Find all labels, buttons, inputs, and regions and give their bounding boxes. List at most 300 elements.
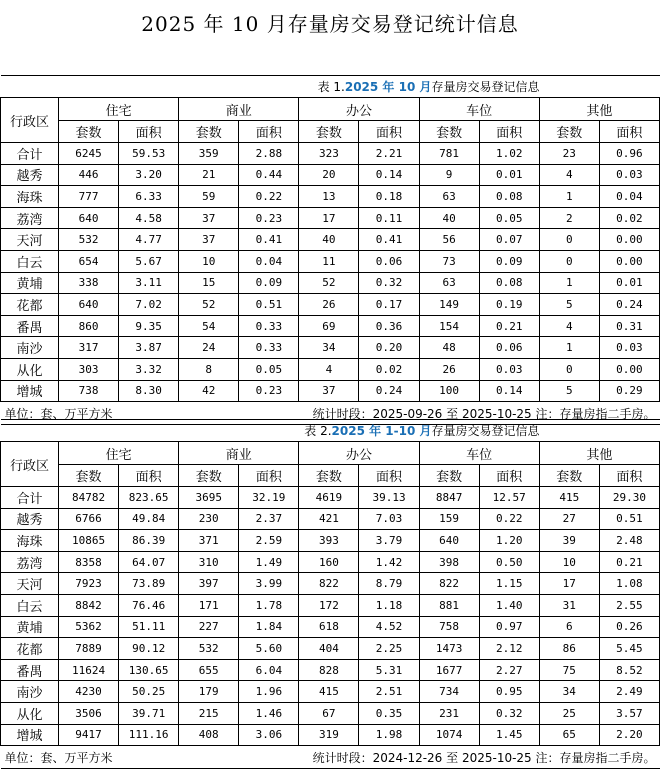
header-sub: 面积	[239, 465, 299, 487]
cell-value: 1.45	[479, 724, 539, 746]
header-sub: 面积	[119, 121, 179, 143]
table-row	[1, 164, 660, 186]
cell-value: 2.20	[599, 724, 659, 746]
cell-value: 0.32	[359, 272, 419, 294]
cell-value: 758	[419, 616, 479, 638]
cell-value: 1	[539, 337, 599, 359]
cell-value: 860	[59, 315, 119, 337]
cell-value: 3.32	[119, 358, 179, 380]
cell-value: 149	[419, 294, 479, 316]
district-name: 荔湾	[1, 551, 59, 573]
header-sub: 套数	[299, 465, 359, 487]
cell-value: 0.29	[599, 380, 659, 402]
cell-value: 0.01	[599, 272, 659, 294]
cell-value: 59.53	[119, 143, 179, 165]
cell-value: 130.65	[119, 659, 179, 681]
cell-value: 34	[539, 681, 599, 703]
header-sub: 面积	[119, 465, 179, 487]
cell-value: 3.87	[119, 337, 179, 359]
cell-value: 26	[419, 358, 479, 380]
cell-value: 1.08	[599, 573, 659, 595]
cell-value: 3.57	[599, 702, 659, 724]
header-group: 车位	[419, 98, 539, 121]
cell-value: 0.03	[479, 358, 539, 380]
district-name: 合计	[1, 143, 59, 165]
cell-value: 0.22	[479, 508, 539, 530]
cell-value: 37	[299, 380, 359, 402]
cell-value: 446	[59, 164, 119, 186]
cell-value: 100	[419, 380, 479, 402]
table-row	[1, 508, 660, 530]
header-group: 住宅	[59, 98, 179, 121]
cell-value: 359	[179, 143, 239, 165]
cell-value: 2.21	[359, 143, 419, 165]
cell-value: 0.05	[479, 207, 539, 229]
cell-value: 1	[539, 186, 599, 208]
cell-value: 0.06	[479, 337, 539, 359]
cell-value: 822	[299, 573, 359, 595]
cell-value: 1.42	[359, 551, 419, 573]
cell-value: 6.33	[119, 186, 179, 208]
cell-value: 52	[179, 294, 239, 316]
cell-value: 52	[299, 272, 359, 294]
cell-value: 2.27	[479, 659, 539, 681]
cell-value: 75	[539, 659, 599, 681]
cell-value: 24	[179, 337, 239, 359]
cell-value: 26	[299, 294, 359, 316]
cell-value: 0.04	[599, 186, 659, 208]
cell-value: 0.00	[599, 250, 659, 272]
district-name: 白云	[1, 250, 59, 272]
cell-value: 17	[299, 207, 359, 229]
cell-value: 1	[539, 272, 599, 294]
header-sub: 面积	[359, 121, 419, 143]
cell-value: 65	[539, 724, 599, 746]
cell-value: 1677	[419, 659, 479, 681]
period-note: 统计时段：2025-09-26 至 2025-10-25 注：存量房指二手房。	[179, 402, 660, 425]
cell-value: 8	[179, 358, 239, 380]
header-sub: 面积	[479, 465, 539, 487]
cell-value: 0.03	[599, 164, 659, 186]
cell-value: 8358	[59, 551, 119, 573]
cell-value: 2.55	[599, 594, 659, 616]
cell-value: 67	[299, 702, 359, 724]
cell-value: 1.46	[239, 702, 299, 724]
cell-value: 777	[59, 186, 119, 208]
header-group: 住宅	[59, 442, 179, 465]
cell-value: 654	[59, 250, 119, 272]
header-group: 商业	[179, 98, 299, 121]
header-sub: 面积	[239, 121, 299, 143]
cell-value: 1074	[419, 724, 479, 746]
cell-value: 6766	[59, 508, 119, 530]
cell-value: 37	[179, 229, 239, 251]
cell-value: 640	[59, 207, 119, 229]
cell-value: 8.79	[359, 573, 419, 595]
table-row	[1, 272, 660, 294]
cell-value: 338	[59, 272, 119, 294]
period-note: 统计时段：2024-12-26 至 2025-10-25 注：存量房指二手房。	[179, 746, 660, 769]
cell-value: 51.11	[119, 616, 179, 638]
cell-value: 4.58	[119, 207, 179, 229]
table-row	[1, 143, 660, 165]
cell-value: 111.16	[119, 724, 179, 746]
cell-value: 69	[299, 315, 359, 337]
cell-value: 0.22	[239, 186, 299, 208]
header-district: 行政区	[1, 442, 59, 487]
table-monthly	[0, 75, 660, 425]
district-name: 南沙	[1, 681, 59, 703]
header-sub: 套数	[419, 121, 479, 143]
header-sub: 套数	[59, 121, 119, 143]
unit-note: 单位：套、万平方米	[1, 746, 179, 769]
header-group: 车位	[419, 442, 539, 465]
cell-value: 371	[179, 530, 239, 552]
table-row	[1, 315, 660, 337]
cell-value: 0.04	[239, 250, 299, 272]
cell-value: 49.84	[119, 508, 179, 530]
table-row	[1, 358, 660, 380]
cell-value: 532	[179, 638, 239, 660]
cell-value: 0.00	[599, 229, 659, 251]
district-name: 白云	[1, 594, 59, 616]
cell-value: 0.95	[479, 681, 539, 703]
cell-value: 7.03	[359, 508, 419, 530]
cell-value: 48	[419, 337, 479, 359]
cell-value: 40	[299, 229, 359, 251]
cell-value: 0.01	[479, 164, 539, 186]
cell-value: 4	[299, 358, 359, 380]
table-row	[1, 294, 660, 316]
cell-value: 154	[419, 315, 479, 337]
cell-value: 881	[419, 594, 479, 616]
cell-value: 0.03	[599, 337, 659, 359]
table-row	[1, 616, 660, 638]
table-row	[1, 638, 660, 660]
cell-value: 9	[419, 164, 479, 186]
cell-value: 63	[419, 272, 479, 294]
table-year-to-date	[0, 419, 660, 769]
cell-value: 2.59	[239, 530, 299, 552]
cell-value: 15	[179, 272, 239, 294]
cell-value: 230	[179, 508, 239, 530]
cell-value: 1.40	[479, 594, 539, 616]
table-row	[1, 724, 660, 746]
cell-value: 0.31	[599, 315, 659, 337]
cell-value: 10	[179, 250, 239, 272]
table-row	[1, 659, 660, 681]
cell-value: 415	[539, 487, 599, 509]
cell-value: 0.51	[599, 508, 659, 530]
cell-value: 29.30	[599, 487, 659, 509]
cell-value: 618	[299, 616, 359, 638]
cell-value: 823.65	[119, 487, 179, 509]
cell-value: 415	[299, 681, 359, 703]
cell-value: 54	[179, 315, 239, 337]
cell-value: 90.12	[119, 638, 179, 660]
header-group: 办公	[299, 442, 419, 465]
cell-value: 310	[179, 551, 239, 573]
header-sub: 套数	[179, 121, 239, 143]
table-row	[1, 594, 660, 616]
cell-value: 4.77	[119, 229, 179, 251]
cell-value: 0.07	[479, 229, 539, 251]
cell-value: 39.13	[359, 487, 419, 509]
cell-value: 781	[419, 143, 479, 165]
stats-table	[0, 419, 660, 769]
cell-value: 5.60	[239, 638, 299, 660]
cell-value: 421	[299, 508, 359, 530]
cell-value: 3.79	[359, 530, 419, 552]
unit-note: 单位：套、万平方米	[1, 402, 179, 425]
cell-value: 7.02	[119, 294, 179, 316]
cell-value: 404	[299, 638, 359, 660]
cell-value: 17	[539, 573, 599, 595]
cell-value: 1.98	[359, 724, 419, 746]
cell-value: 822	[419, 573, 479, 595]
district-name: 越秀	[1, 508, 59, 530]
cell-value: 215	[179, 702, 239, 724]
table-row	[1, 337, 660, 359]
cell-value: 5	[539, 380, 599, 402]
cell-value: 0.14	[359, 164, 419, 186]
cell-value: 3.06	[239, 724, 299, 746]
district-name: 越秀	[1, 164, 59, 186]
cell-value: 63	[419, 186, 479, 208]
header-group: 商业	[179, 442, 299, 465]
cell-value: 171	[179, 594, 239, 616]
cell-value: 37	[179, 207, 239, 229]
cell-value: 1.78	[239, 594, 299, 616]
cell-value: 0.33	[239, 315, 299, 337]
cell-value: 21	[179, 164, 239, 186]
header-sub: 套数	[59, 465, 119, 487]
district-name: 番禺	[1, 315, 59, 337]
cell-value: 10865	[59, 530, 119, 552]
header-sub: 面积	[359, 465, 419, 487]
table-row	[1, 573, 660, 595]
cell-value: 31	[539, 594, 599, 616]
cell-value: 56	[419, 229, 479, 251]
district-name: 南沙	[1, 337, 59, 359]
cell-value: 2.48	[599, 530, 659, 552]
cell-value: 0	[539, 229, 599, 251]
cell-value: 8.30	[119, 380, 179, 402]
cell-value: 1473	[419, 638, 479, 660]
cell-value: 12.57	[479, 487, 539, 509]
table-row	[1, 186, 660, 208]
cell-value: 7923	[59, 573, 119, 595]
cell-value: 3.20	[119, 164, 179, 186]
header-sub: 面积	[599, 465, 659, 487]
cell-value: 0.06	[359, 250, 419, 272]
cell-value: 23	[539, 143, 599, 165]
cell-value: 64.07	[119, 551, 179, 573]
table-row	[1, 681, 660, 703]
cell-value: 2.51	[359, 681, 419, 703]
district-name: 黄埔	[1, 616, 59, 638]
cell-value: 640	[59, 294, 119, 316]
cell-value: 393	[299, 530, 359, 552]
cell-value: 0.08	[479, 186, 539, 208]
cell-value: 4	[539, 164, 599, 186]
header-group: 办公	[299, 98, 419, 121]
cell-value: 39	[539, 530, 599, 552]
header-sub: 套数	[299, 121, 359, 143]
cell-value: 738	[59, 380, 119, 402]
cell-value: 0.20	[359, 337, 419, 359]
table-caption: 表 2.2025 年 1-10 月存量房交易登记信息	[1, 420, 660, 442]
cell-value: 32.19	[239, 487, 299, 509]
cell-value: 0.36	[359, 315, 419, 337]
cell-value: 2.88	[239, 143, 299, 165]
district-name: 荔湾	[1, 207, 59, 229]
cell-value: 0.33	[239, 337, 299, 359]
cell-value: 1.15	[479, 573, 539, 595]
cell-value: 1.18	[359, 594, 419, 616]
cell-value: 0.21	[479, 315, 539, 337]
header-group: 其他	[539, 442, 659, 465]
cell-value: 0.08	[479, 272, 539, 294]
cell-value: 0.50	[479, 551, 539, 573]
cell-value: 0.14	[479, 380, 539, 402]
cell-value: 5.31	[359, 659, 419, 681]
cell-value: 0.09	[479, 250, 539, 272]
cell-value: 25	[539, 702, 599, 724]
district-name: 番禺	[1, 659, 59, 681]
cell-value: 86.39	[119, 530, 179, 552]
cell-value: 408	[179, 724, 239, 746]
cell-value: 1.02	[479, 143, 539, 165]
cell-value: 0.21	[599, 551, 659, 573]
district-name: 增城	[1, 724, 59, 746]
cell-value: 5.45	[599, 638, 659, 660]
cell-value: 0.97	[479, 616, 539, 638]
district-name: 合计	[1, 487, 59, 509]
cell-value: 0.18	[359, 186, 419, 208]
cell-value: 5.67	[119, 250, 179, 272]
table-row	[1, 380, 660, 402]
header-sub: 套数	[539, 465, 599, 487]
cell-value: 6	[539, 616, 599, 638]
cell-value: 227	[179, 616, 239, 638]
cell-value: 2	[539, 207, 599, 229]
cell-value: 39.71	[119, 702, 179, 724]
cell-value: 0.41	[359, 229, 419, 251]
cell-value: 13	[299, 186, 359, 208]
cell-value: 84782	[59, 487, 119, 509]
cell-value: 11624	[59, 659, 119, 681]
cell-value: 27	[539, 508, 599, 530]
cell-value: 6245	[59, 143, 119, 165]
cell-value: 9.35	[119, 315, 179, 337]
district-name: 增城	[1, 380, 59, 402]
cell-value: 2.25	[359, 638, 419, 660]
cell-value: 0	[539, 250, 599, 272]
cell-value: 4619	[299, 487, 359, 509]
header-sub: 面积	[599, 121, 659, 143]
district-name: 花都	[1, 294, 59, 316]
cell-value: 73	[419, 250, 479, 272]
cell-value: 0.05	[239, 358, 299, 380]
cell-value: 10	[539, 551, 599, 573]
cell-value: 0.11	[359, 207, 419, 229]
cell-value: 8.52	[599, 659, 659, 681]
cell-value: 50.25	[119, 681, 179, 703]
cell-value: 0.23	[239, 207, 299, 229]
table-row	[1, 207, 660, 229]
cell-value: 231	[419, 702, 479, 724]
cell-value: 323	[299, 143, 359, 165]
cell-value: 3506	[59, 702, 119, 724]
cell-value: 4230	[59, 681, 119, 703]
cell-value: 397	[179, 573, 239, 595]
cell-value: 0	[539, 358, 599, 380]
cell-value: 0.19	[479, 294, 539, 316]
header-sub: 套数	[419, 465, 479, 487]
cell-value: 59	[179, 186, 239, 208]
cell-value: 0.44	[239, 164, 299, 186]
header-sub: 面积	[479, 121, 539, 143]
cell-value: 319	[299, 724, 359, 746]
cell-value: 160	[299, 551, 359, 573]
cell-value: 8847	[419, 487, 479, 509]
cell-value: 3.99	[239, 573, 299, 595]
cell-value: 0.02	[599, 207, 659, 229]
cell-value: 0.96	[599, 143, 659, 165]
cell-value: 734	[419, 681, 479, 703]
cell-value: 8842	[59, 594, 119, 616]
page-title: 2025 年 10 月存量房交易登记统计信息	[141, 12, 519, 36]
cell-value: 20	[299, 164, 359, 186]
cell-value: 4	[539, 315, 599, 337]
cell-value: 0.41	[239, 229, 299, 251]
table-row	[1, 487, 660, 509]
header-district: 行政区	[1, 98, 59, 143]
district-name: 黄埔	[1, 272, 59, 294]
table-row	[1, 530, 660, 552]
header-group: 其他	[539, 98, 659, 121]
cell-value: 34	[299, 337, 359, 359]
cell-value: 6.04	[239, 659, 299, 681]
cell-value: 0.26	[599, 616, 659, 638]
table-row	[1, 551, 660, 573]
cell-value: 73.89	[119, 573, 179, 595]
cell-value: 0.02	[359, 358, 419, 380]
cell-value: 11	[299, 250, 359, 272]
header-sub: 套数	[539, 121, 599, 143]
cell-value: 2.12	[479, 638, 539, 660]
cell-value: 0.17	[359, 294, 419, 316]
cell-value: 9417	[59, 724, 119, 746]
cell-value: 303	[59, 358, 119, 380]
table-row	[1, 229, 660, 251]
cell-value: 179	[179, 681, 239, 703]
cell-value: 7889	[59, 638, 119, 660]
cell-value: 1.84	[239, 616, 299, 638]
district-name: 花都	[1, 638, 59, 660]
district-name: 海珠	[1, 530, 59, 552]
cell-value: 317	[59, 337, 119, 359]
table-caption: 表 1.2025 年 10 月存量房交易登记信息	[1, 76, 660, 98]
cell-value: 0.09	[239, 272, 299, 294]
district-name: 从化	[1, 702, 59, 724]
cell-value: 532	[59, 229, 119, 251]
table-row	[1, 250, 660, 272]
table-row	[1, 702, 660, 724]
cell-value: 42	[179, 380, 239, 402]
district-name: 海珠	[1, 186, 59, 208]
